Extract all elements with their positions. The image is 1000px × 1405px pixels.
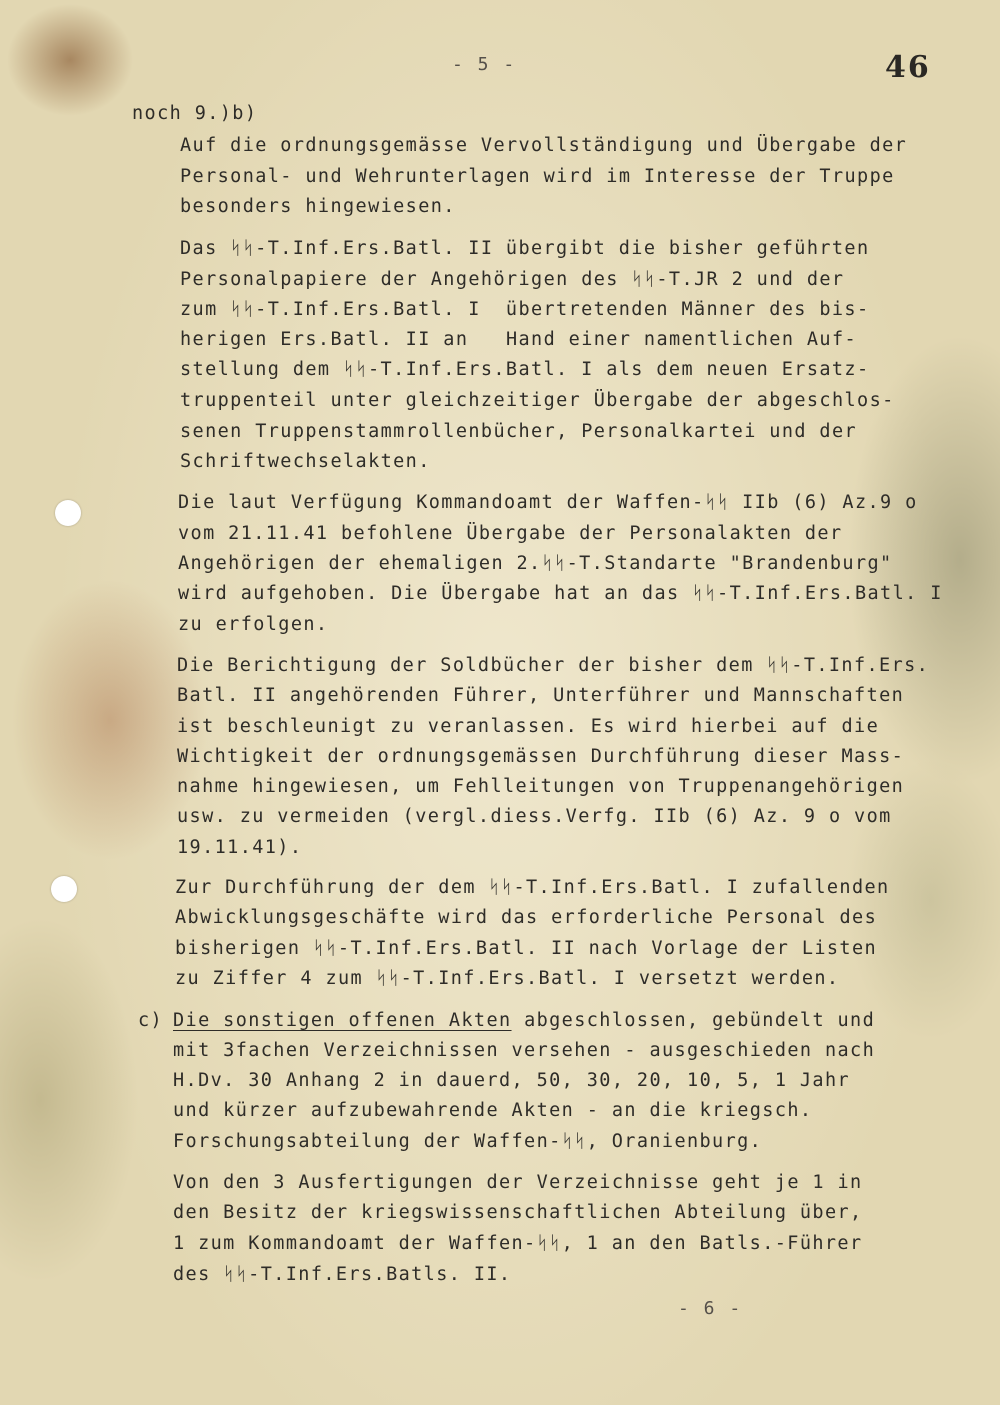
text-line: bisherigen ᛋᛋ-T.Inf.Ers.Batl. II nach Vorlage der Listen (175, 938, 878, 959)
text-line: zu Ziffer 4 zum ᛋᛋ-T.Inf.Ers.Batl. I versetzt werden. (175, 968, 840, 989)
text-line: Abwicklungsgeschäfte wird das erforderliche Personal des (175, 907, 878, 928)
text-line: Von den 3 Ausfertigungen der Verzeichnisse geht je 1 in (173, 1172, 863, 1193)
text-line (173, 1010, 875, 1032)
text-line: Auf die ordnungsgemässe Vervollständigung und Übergabe der (180, 135, 908, 156)
text-line: herigen Ers.Batl. II an Hand einer namentlichen Auf- (180, 329, 858, 350)
text-line: Personal- und Wehrunterlagen wird im Interesse der Truppe (180, 166, 895, 187)
text-line: des ᛋᛋ-T.Inf.Ers.Batls. II. (173, 1264, 512, 1285)
text-line: stellung dem ᛋᛋ-T.Inf.Ers.Batl. I als dem neuen Ersatz- (180, 359, 870, 380)
text-line: den Besitz der kriegswissenschaftlichen Abteilung über, (173, 1202, 863, 1223)
text-line: wird aufgehoben. Die Übergabe hat an das ᛋᛋ-T.Inf.Ers.Batl. I (178, 583, 943, 604)
text-line: besonders hingewiesen. (180, 196, 456, 217)
text-line: zum ᛋᛋ-T.Inf.Ers.Batl. I übertretenden Männer des bis- (180, 299, 870, 320)
text-line: zu erfolgen. (178, 614, 329, 635)
text-line: und kürzer aufzubewahrende Akten - an die kriegsch. (173, 1100, 813, 1121)
text-line: Die laut Verfügung Kommandoamt der Waffen-ᛋᛋ IIb (6) Az.9 o (178, 492, 918, 513)
folio-number: 46 (885, 50, 931, 85)
text-line: nahme hingewiesen, um Fehlleitungen von Truppenangehörigen (177, 776, 905, 797)
next-page-marker: - 6 - (678, 1298, 743, 1319)
text-line: Angehörigen der ehemaligen 2.ᛋᛋ-T.Standarte "Brandenburg" (178, 553, 893, 574)
text-line: mit 3fachen Verzeichnissen versehen - ausgeschieden nach (173, 1040, 876, 1061)
text-line: Batl. II angehörenden Führer, Unterführer und Mannschaften (177, 685, 905, 706)
text-line: Das ᛋᛋ-T.Inf.Ers.Batl. II übergibt die bisher geführten (180, 238, 870, 259)
text-line: usw. zu vermeiden (vergl.diess.Verfg. IIb (6) Az. 9 o vom (177, 806, 892, 827)
punch-hole-bottom (51, 876, 77, 902)
text-line: Zur Durchführung der dem ᛋᛋ-T.Inf.Ers.Batl. I zufallenden (175, 877, 890, 898)
text-line: truppenteil unter gleichzeitiger Übergabe der abgeschlos- (180, 390, 895, 411)
text-line: Schriftwechselakten. (180, 451, 431, 472)
text-line: ist beschleunigt zu veranlassen. Es wird hierbei auf die (177, 716, 880, 737)
text-line: H.Dv. 30 Anhang 2 in dauerd, 50, 30, 20, 10, 5, 1 Jahr (173, 1070, 851, 1091)
text-line: Personalpapiere der Angehörigen des ᛋᛋ-T.JR 2 und der (180, 269, 845, 290)
page-number: - 5 - (452, 54, 517, 75)
text-line-rest: abgeschlossen, gebündelt und (511, 1010, 876, 1031)
punch-hole-top (55, 500, 81, 526)
underlined-heading: Die sonstigen offenen Akten (173, 1010, 512, 1031)
text-line: Wichtigkeit der ordnungsgemässen Durchführung dieser Mass- (177, 746, 905, 767)
text-line: Die Berichtigung der Soldbücher der bisher dem ᛋᛋ-T.Inf.Ers. (177, 655, 930, 676)
text-line: noch 9.)b) (132, 103, 258, 124)
text-line: Forschungsabteilung der Waffen-ᛋᛋ, Oranienburg. (173, 1131, 763, 1152)
text-line: 19.11.41). (177, 837, 303, 858)
text-line: senen Truppenstammrollenbücher, Personalkartei und der (180, 421, 858, 442)
text-line: vom 21.11.41 befohlene Übergabe der Personalakten der (178, 523, 843, 544)
text-line: 1 zum Kommandoamt der Waffen-ᛋᛋ, 1 an den Batls.-Führer (173, 1233, 863, 1254)
item-label-c: c) (138, 1010, 164, 1031)
